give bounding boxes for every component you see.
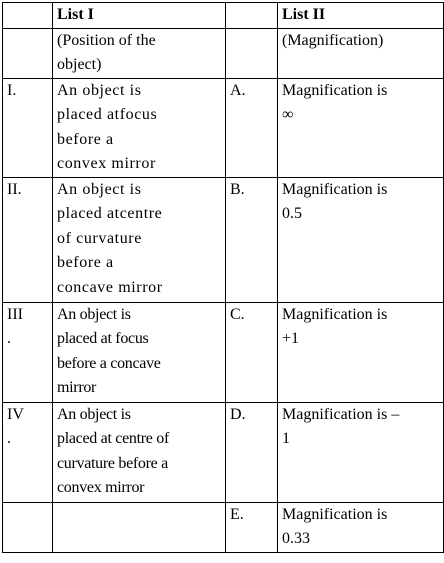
blank-cell — [226, 28, 278, 78]
object-position: An object is placed atcentre of curvature before a concave mirror — [53, 177, 226, 302]
header-row — [3, 3, 444, 29]
roman-numeral: I. — [3, 78, 53, 177]
magnification-value: Magnification is 0.33 — [278, 502, 444, 552]
magnification-value: Magnification is 0.5 — [278, 177, 444, 302]
option-letter: C. — [226, 302, 278, 402]
blank-cell — [3, 3, 53, 29]
subheader-row — [3, 28, 444, 78]
match-the-columns-table — [2, 2, 444, 553]
magnification-value: Magnification is +1 — [278, 302, 444, 402]
table-row — [3, 177, 444, 302]
object-position: An object is placed at focus before a concave mirror — [53, 302, 226, 402]
object-position — [53, 502, 226, 552]
blank-cell — [226, 3, 278, 29]
magnification-value: Magnification is – 1 — [278, 402, 444, 502]
roman-numeral: III . — [3, 302, 53, 402]
list1-heading: List I — [53, 3, 226, 29]
option-letter: E. — [226, 502, 278, 552]
option-letter: A. — [226, 78, 278, 177]
table-row — [3, 402, 444, 502]
roman-numeral: IV . — [3, 402, 53, 502]
roman-numeral: II. — [3, 177, 53, 302]
list2-subheading: (Magnification) — [278, 28, 444, 78]
list1-subheading: (Position of the object) — [53, 28, 226, 78]
object-position: An object is placed atfocus before a convex mirror — [53, 78, 226, 177]
roman-numeral — [3, 502, 53, 552]
blank-cell — [3, 28, 53, 78]
option-letter: D. — [226, 402, 278, 502]
table-row — [3, 78, 444, 177]
list2-heading: List II — [278, 3, 444, 29]
magnification-value: Magnification is ∞ — [278, 78, 444, 177]
option-letter: B. — [226, 177, 278, 302]
object-position: An object is placed at centre of curvature before a convex mirror — [53, 402, 226, 502]
table-row — [3, 302, 444, 402]
table-row — [3, 502, 444, 552]
